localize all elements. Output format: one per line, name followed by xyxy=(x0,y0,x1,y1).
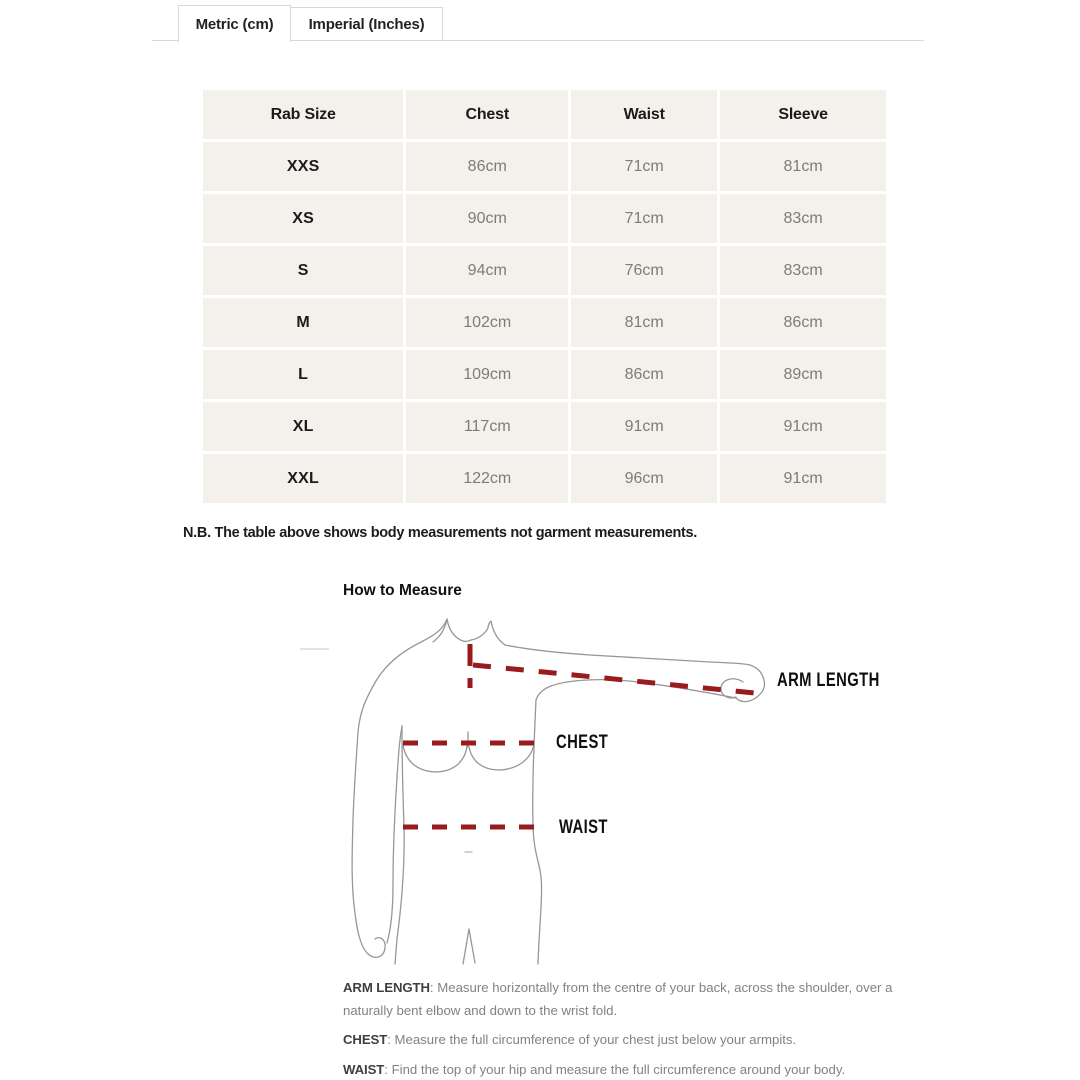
waist-value-cell: 81cm xyxy=(571,298,717,347)
sleeve-value-cell: 89cm xyxy=(720,350,886,399)
chest-label: CHEST xyxy=(556,732,609,753)
chest-value-cell: 90cm xyxy=(406,194,568,243)
waist-value-cell: 71cm xyxy=(571,194,717,243)
chest-value-cell: 117cm xyxy=(406,402,568,451)
size-table xyxy=(203,90,886,503)
how-to-measure-title: How to Measure xyxy=(343,582,462,599)
measurement-diagram xyxy=(345,608,890,970)
column-header: Chest xyxy=(406,90,568,139)
instruction-paragraph: ARM LENGTH: Measure horizontally from the centre of your back, across the shoulder, over a naturally bent elbow and down to the wrist fold. xyxy=(343,980,893,1018)
size-cell: XXS xyxy=(203,142,403,191)
size-cell: S xyxy=(203,246,403,295)
tab-imperial-inches[interactable]: Imperial (Inches) xyxy=(290,7,443,40)
waist-value-cell: 76cm xyxy=(571,246,717,295)
sleeve-value-cell: 91cm xyxy=(720,402,886,451)
sleeve-value-cell: 86cm xyxy=(720,298,886,347)
instruction-paragraph: CHEST: Measure the full circumference of your chest just below your armpits. xyxy=(343,1032,797,1047)
instruction-paragraph: WAIST: Find the top of your hip and measure the full circumference around your body. xyxy=(343,1061,846,1077)
size-cell: XXL xyxy=(203,454,403,503)
sleeve-value-cell: 83cm xyxy=(720,246,886,295)
size-cell: XS xyxy=(203,194,403,243)
waist-value-cell: 96cm xyxy=(571,454,717,503)
sleeve-value-cell: 81cm xyxy=(720,142,886,191)
size-cell: XL xyxy=(203,402,403,451)
tab-metric-cm[interactable]: Metric (cm) xyxy=(178,5,291,42)
size-cell: M xyxy=(203,298,403,347)
sleeve-value-cell: 91cm xyxy=(720,454,886,503)
instruction-term: WAIST xyxy=(343,1061,385,1077)
arm-length-label: ARM LENGTH xyxy=(777,670,880,691)
chest-value-cell: 102cm xyxy=(406,298,568,347)
waist-value-cell: 71cm xyxy=(571,142,717,191)
size-cell: L xyxy=(203,350,403,399)
instruction-term: CHEST xyxy=(343,1032,388,1047)
measuring-instructions xyxy=(343,977,903,1080)
chest-value-cell: 109cm xyxy=(406,350,568,399)
sleeve-value-cell: 83cm xyxy=(720,194,886,243)
waist-label: WAIST xyxy=(559,817,608,838)
waist-value-cell: 86cm xyxy=(571,350,717,399)
chest-value-cell: 94cm xyxy=(406,246,568,295)
decorative-dash xyxy=(300,648,329,650)
body-measurements-note: N.B. The table above shows body measurements not garment measurements. xyxy=(183,525,698,541)
arm-length-dash-line xyxy=(473,665,755,693)
column-header: Rab Size xyxy=(203,90,403,139)
chest-value-cell: 86cm xyxy=(406,142,568,191)
body-outline-illustration xyxy=(345,608,890,970)
chest-value-cell: 122cm xyxy=(406,454,568,503)
waist-value-cell: 91cm xyxy=(571,402,717,451)
column-header: Waist xyxy=(571,90,717,139)
column-header: Sleeve xyxy=(720,90,886,139)
instruction-term: ARM LENGTH xyxy=(343,980,430,995)
